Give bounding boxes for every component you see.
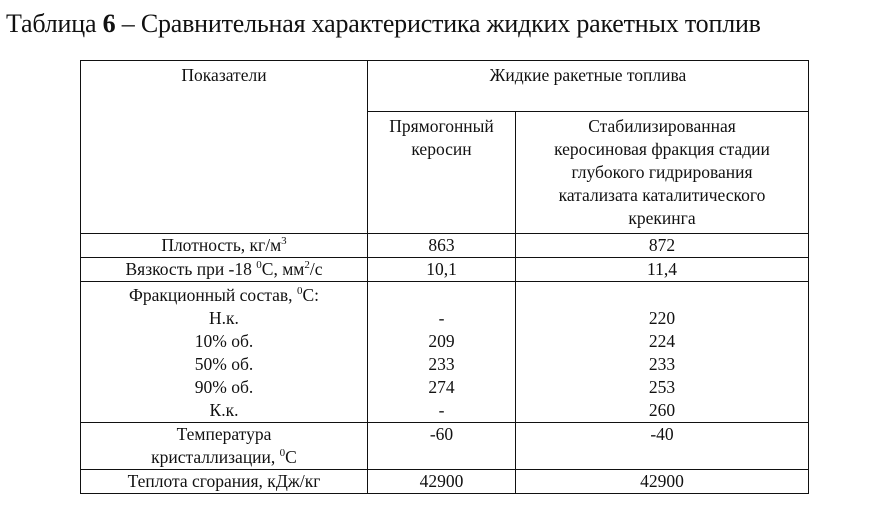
- crystallization-label-a: кристаллизации,: [151, 447, 280, 467]
- caption-prefix: Таблица: [6, 9, 103, 38]
- header-col2-line: керосин: [411, 139, 472, 159]
- combustion-label: Теплота сгорания, кДж/кг: [81, 470, 368, 494]
- header-col3-line: катализата каталитического: [558, 185, 766, 205]
- combustion-value-2: 42900: [516, 470, 809, 494]
- viscosity-value-1: 10,1: [368, 258, 516, 282]
- header-col3-line: глубокого гидрирования: [571, 162, 753, 182]
- fraction-value: 220: [648, 308, 676, 328]
- fraction-title: [85, 284, 363, 307]
- header-row: [81, 61, 809, 112]
- fraction-values-2: [516, 282, 809, 423]
- header-fuels: Жидкие ракетные топлива: [489, 65, 687, 85]
- fraction-sublabel: 10% об.: [194, 331, 254, 351]
- viscosity-label-a: Вязкость при -18: [125, 259, 257, 279]
- density-row: [81, 234, 809, 258]
- viscosity-row: [81, 258, 809, 282]
- density-label: [81, 234, 368, 258]
- fuel-comparison-table: [80, 60, 809, 494]
- combustion-row: [81, 470, 809, 494]
- header-params: Показатели: [181, 65, 267, 85]
- caption-number: 6: [102, 9, 116, 38]
- fraction-values-1: [368, 282, 516, 423]
- combustion-value-1: 42900: [368, 470, 516, 494]
- fraction-value: 224: [648, 331, 676, 351]
- header-stabilized-fraction: [516, 112, 809, 234]
- viscosity-label-b: С, мм: [261, 259, 305, 279]
- crystallization-label-sup: 0: [279, 447, 286, 459]
- table-caption: [6, 9, 761, 39]
- crystallization-value-2: -40: [516, 423, 809, 470]
- crystallization-label: [81, 423, 368, 470]
- fraction-value: 274: [428, 377, 455, 397]
- fraction-sublabel: К.к.: [209, 400, 239, 420]
- fraction-value: 233: [428, 354, 455, 374]
- fraction-value: 233: [648, 354, 676, 374]
- fraction-value: 253: [648, 377, 676, 397]
- crystallization-label-b: С: [285, 447, 297, 467]
- fraction-sublabel: 90% об.: [194, 377, 254, 397]
- density-label-sup: 3: [281, 235, 287, 247]
- crystallization-row: [81, 423, 809, 470]
- header-col2-line: Прямогонный: [389, 116, 494, 136]
- fraction-title-a: Фракционный состав,: [129, 285, 297, 305]
- density-label-text: Плотность, кг/м: [161, 235, 282, 255]
- viscosity-label: [81, 258, 368, 282]
- fraction-title-b: С:: [302, 285, 319, 305]
- header-params-cell: [81, 61, 368, 234]
- fraction-value: -: [438, 308, 445, 328]
- header-col3-line: крекинга: [628, 208, 696, 228]
- header-fuels-cell: [368, 61, 809, 112]
- fraction-row: [81, 282, 809, 423]
- header-col3-line: керосиновая фракция стадии: [554, 139, 770, 159]
- crystallization-label-line2: [85, 446, 363, 469]
- fraction-value: 260: [648, 400, 676, 420]
- viscosity-value-2: 11,4: [516, 258, 809, 282]
- viscosity-label-c: /с: [309, 259, 323, 279]
- viscosity-label-sup1: 0: [256, 259, 262, 271]
- fraction-spacer: [372, 284, 511, 307]
- fraction-spacer: [520, 284, 804, 307]
- fraction-value: -: [438, 400, 445, 420]
- crystallization-value-1: -60: [368, 423, 516, 470]
- density-value-1: 863: [368, 234, 516, 258]
- fraction-value: 209: [428, 331, 455, 351]
- header-straight-run-kerosene: [368, 112, 516, 234]
- fraction-sublabel: Н.к.: [209, 308, 239, 328]
- fraction-sublabel: 50% об.: [194, 354, 254, 374]
- caption-title: – Сравнительная характеристика жидких ракетных топлив: [115, 9, 761, 38]
- fraction-label: [81, 282, 368, 423]
- viscosity-label-sup2: 2: [304, 259, 310, 271]
- density-value-2: 872: [516, 234, 809, 258]
- crystallization-label-line1: Температура: [176, 424, 272, 444]
- header-col3-line: Стабилизированная: [588, 116, 736, 136]
- fraction-title-sup: 0: [296, 285, 303, 297]
